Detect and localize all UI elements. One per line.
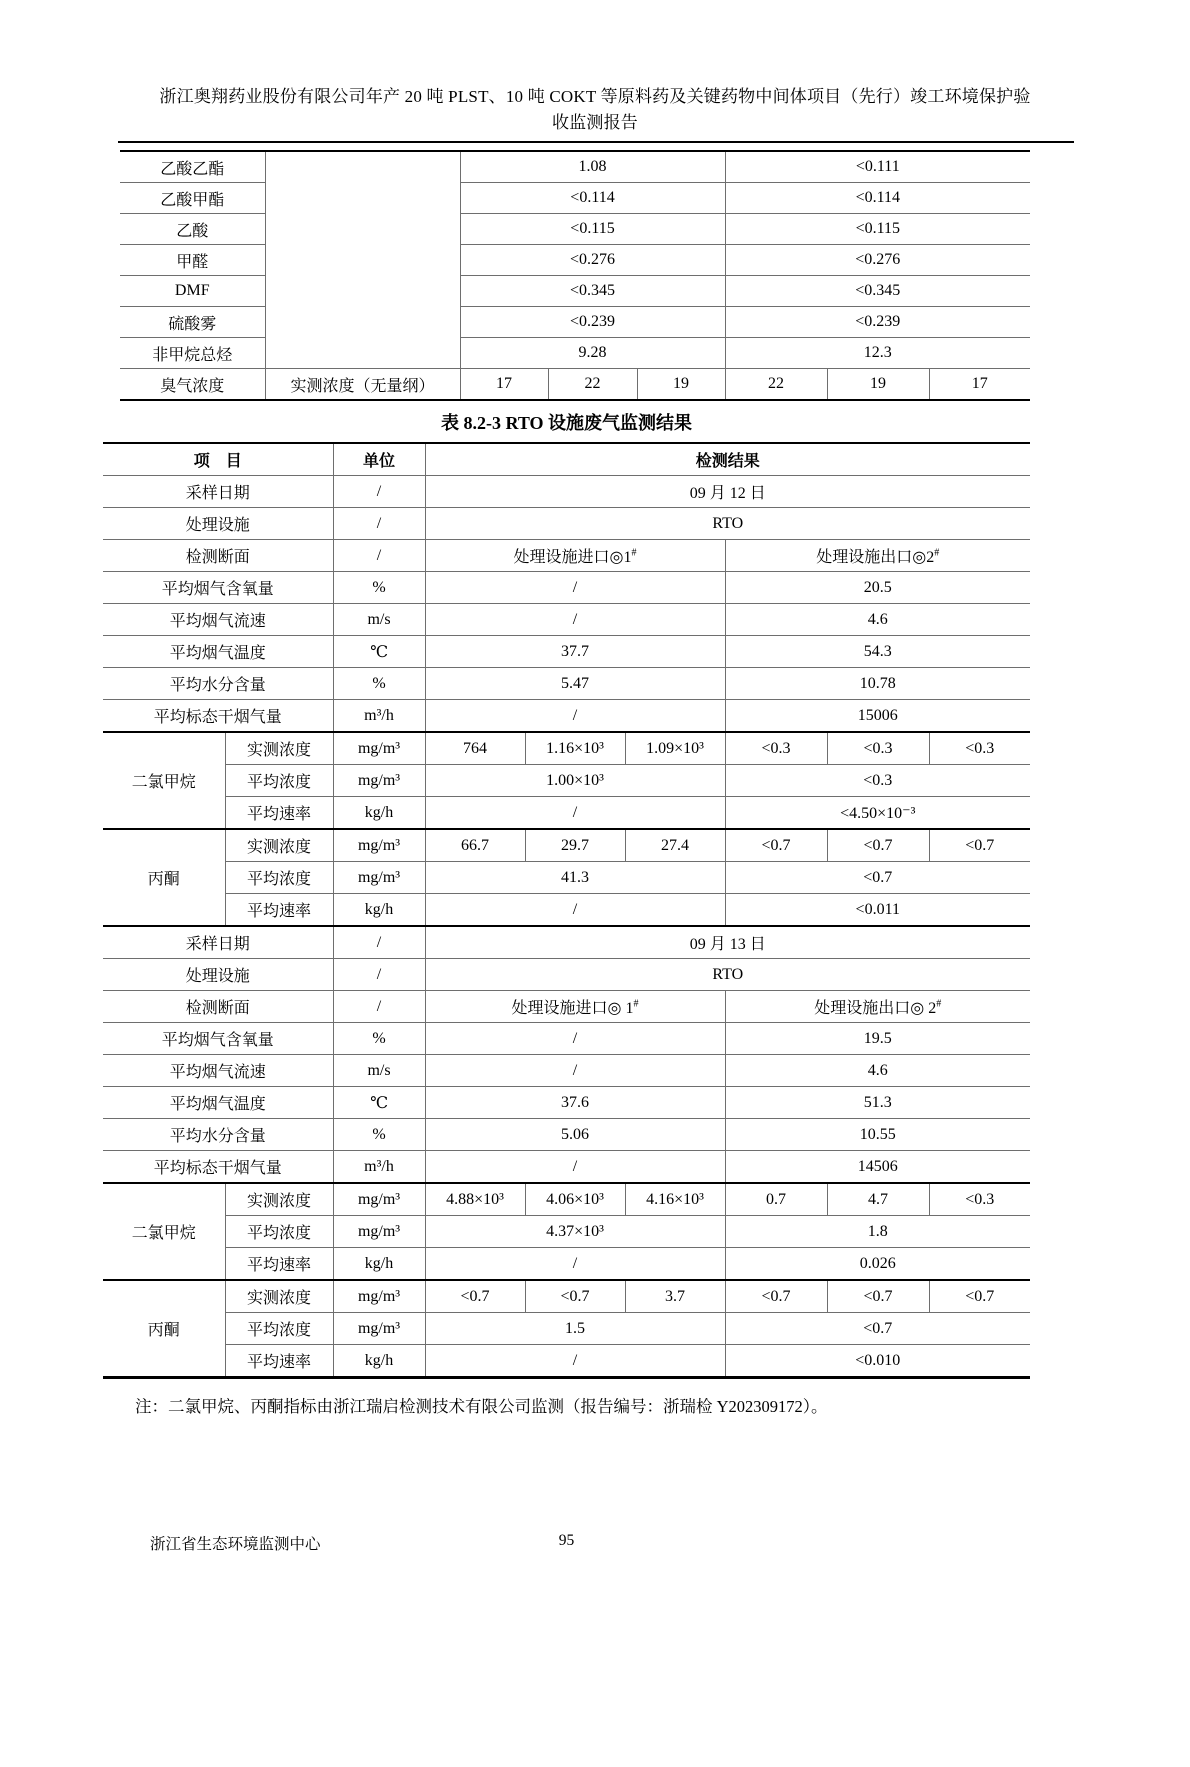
row-label: 采样日期 [103,476,333,508]
value-cell: 10.78 [725,668,1030,700]
value-cell: 4.6 [725,1055,1030,1087]
unit-cell: ℃ [333,1087,425,1119]
value-cell: 17 [929,369,1030,400]
table-row [103,1119,1030,1151]
hash-superscript: # [936,998,942,1010]
rto-monitoring-table [103,444,1030,1376]
row-label: 平均标态干烟气量 [103,1151,333,1184]
outlet-label: 处理设施出口◎ 2 [814,1000,937,1017]
header-line2: 收监测报告 [552,113,638,132]
value-cell: 1.00×10³ [425,765,725,797]
table-row [103,894,1030,927]
value-cell: <0.3 [929,732,1030,765]
unit-cell: m/s [333,604,425,636]
table-row [103,540,1030,572]
substance-name: 乙酸乙酯 [120,152,265,183]
value-cell: <0.115 [460,214,725,245]
table-row [103,1280,1030,1313]
table-row [103,765,1030,797]
unit-cell: / [333,959,425,991]
col-header-unit: 单位 [333,444,425,476]
substance-name: 乙酸甲酯 [120,183,265,214]
value-cell: <0.7 [425,1280,525,1313]
row-label: 平均烟气温度 [103,636,333,668]
header-line1: 浙江奥翔药业股份有限公司年产 20 吨 PLST、10 吨 COKT 等原料药及关键药物中间体项目（先行）竣工环境保护验 [159,87,1031,106]
document-header [115,84,1075,136]
unit-cell: ℃ [333,636,425,668]
value-cell: 3.7 [625,1280,725,1313]
row-label: 平均浓度 [225,765,333,797]
value-cell: / [425,1248,725,1281]
value-cell: 12.3 [725,338,1030,369]
unit-cell: mg/m³ [333,829,425,862]
row-label: 实测浓度 [225,1183,333,1216]
unit-cell: mg/m³ [333,1280,425,1313]
row-label: 检测断面 [103,991,333,1023]
value-cell: <0.7 [725,1280,827,1313]
table-row [120,183,1030,214]
footer-page-number: 95 [558,1532,575,1549]
table-row [103,1345,1030,1377]
value-cell: 1.08 [460,152,725,183]
row-label: 平均速率 [225,797,333,830]
table-row [103,508,1030,540]
table-row [103,732,1030,765]
unit-cell: / [333,508,425,540]
col-header-item: 项 目 [103,444,333,476]
unit-cell: % [333,1023,425,1055]
continued-table-wrap [120,150,1030,401]
value-cell: <0.7 [929,829,1030,862]
table-row [103,476,1030,508]
value-cell: / [425,1055,725,1087]
value-cell: / [425,572,725,604]
value-cell: 4.7 [827,1183,929,1216]
inlet-label: 处理设施进口◎1 [513,549,632,566]
value-cell: <0.345 [725,276,1030,307]
value-cell: 54.3 [725,636,1030,668]
unit-cell: % [333,572,425,604]
table-row [103,926,1030,959]
value-cell: 19 [827,369,929,400]
unit-cell: mg/m³ [333,1216,425,1248]
unit-cell: / [333,926,425,959]
value-cell: 4.88×10³ [425,1183,525,1216]
outlet-label: 处理设施出口◎2 [816,549,935,566]
table-title: 表 8.2-3 RTO 设施废气监测结果 [440,413,693,433]
hash-superscript: # [633,998,639,1010]
value-cell: 09 月 12 日 [425,476,1030,508]
row-label: 实测浓度 [225,732,333,765]
footer-organization: 浙江省生态环境监测中心 [150,1536,321,1553]
table-row [120,307,1030,338]
table-row [103,1313,1030,1345]
table-row [103,572,1030,604]
substance-name: DMF [120,276,265,307]
value-cell: 37.7 [425,636,725,668]
unit-cell: / [333,476,425,508]
value-cell: <0.345 [460,276,725,307]
outlet-cell [725,991,1030,1023]
value-cell: 4.16×10³ [625,1183,725,1216]
value-cell: 29.7 [525,829,625,862]
row-label: 平均烟气含氧量 [103,1023,333,1055]
header-rule [118,141,1074,143]
substance-name: 非甲烷总烃 [120,338,265,369]
row-label: 采样日期 [103,926,333,959]
unit-cell: mg/m³ [333,732,425,765]
value-cell: <0.7 [725,1313,1030,1345]
inlet-label: 处理设施进口◎ 1 [511,1000,634,1017]
row-label: 平均烟气温度 [103,1087,333,1119]
table-row [120,276,1030,307]
value-cell: 9.28 [460,338,725,369]
report-page [0,84,1190,1767]
value-cell: <0.114 [460,183,725,214]
row-label: 平均速率 [225,1345,333,1377]
row-label: 处理设施 [103,508,333,540]
value-cell: 5.47 [425,668,725,700]
value-cell: <0.7 [525,1280,625,1313]
merged-blank-cell [265,152,460,369]
substance-name: 臭气浓度 [120,369,265,400]
value-cell: 764 [425,732,525,765]
row-label: 检测断面 [103,540,333,572]
unit-cell: / [333,991,425,1023]
value-cell: / [425,1345,725,1377]
value-cell: <4.50×10⁻³ [725,797,1030,830]
substance-name: 硫酸雾 [120,307,265,338]
unit-cell: m/s [333,1055,425,1087]
value-cell: 41.3 [425,862,725,894]
value-cell: 4.06×10³ [525,1183,625,1216]
unit-cell: m³/h [333,1151,425,1184]
value-cell: 1.09×10³ [625,732,725,765]
table-row [103,1183,1030,1216]
substance-name: 二氯甲烷 [103,1183,225,1280]
value-cell: <0.7 [929,1280,1030,1313]
unit-cell: % [333,1119,425,1151]
substance-name: 乙酸 [120,214,265,245]
value-cell: 17 [460,369,548,400]
value-cell: <0.114 [725,183,1030,214]
table-row [103,991,1030,1023]
value-cell: 0.7 [725,1183,827,1216]
value-cell: 66.7 [425,829,525,862]
value-cell: <0.239 [725,307,1030,338]
value-cell: / [425,604,725,636]
table-row [103,700,1030,733]
row-label: 平均烟气流速 [103,604,333,636]
value-cell: <0.276 [725,245,1030,276]
header-row [103,444,1030,476]
value-cell: <0.111 [725,152,1030,183]
value-cell: 1.16×10³ [525,732,625,765]
odor-row [120,369,1030,400]
value-cell: 27.4 [625,829,725,862]
value-cell: <0.7 [725,862,1030,894]
value-cell: <0.276 [460,245,725,276]
row-label: 处理设施 [103,959,333,991]
table-row [103,1248,1030,1281]
value-cell: 10.55 [725,1119,1030,1151]
value-cell: <0.7 [827,1280,929,1313]
row-label: 平均水分含量 [103,1119,333,1151]
value-cell: RTO [425,508,1030,540]
value-cell: / [425,797,725,830]
table-row [103,668,1030,700]
value-cell: <0.3 [929,1183,1030,1216]
value-cell: / [425,1151,725,1184]
table-row [120,152,1030,183]
value-cell: 5.06 [425,1119,725,1151]
value-cell: <0.3 [827,732,929,765]
value-cell: / [425,894,725,927]
value-cell: 15006 [725,700,1030,733]
substance-name: 二氯甲烷 [103,732,225,829]
value-cell: <0.115 [725,214,1030,245]
table-row [103,862,1030,894]
unit-cell: % [333,668,425,700]
value-cell: 4.6 [725,604,1030,636]
row-label: 平均浓度 [225,862,333,894]
value-cell: 22 [548,369,637,400]
table-row [103,604,1030,636]
row-label: 平均速率 [225,894,333,927]
value-cell: 09 月 13 日 [425,926,1030,959]
unit-cell: kg/h [333,894,425,927]
table-row [103,1087,1030,1119]
value-cell: / [425,700,725,733]
value-cell: 19 [637,369,725,400]
value-cell: <0.3 [725,765,1030,797]
substance-name: 甲醛 [120,245,265,276]
value-cell: 1.5 [425,1313,725,1345]
row-label: 平均烟气含氧量 [103,572,333,604]
value-cell: 14506 [725,1151,1030,1184]
unit-cell: mg/m³ [333,862,425,894]
table-row [103,829,1030,862]
value-cell: <0.239 [460,307,725,338]
value-cell: 20.5 [725,572,1030,604]
table-row [103,636,1030,668]
value-cell: <0.7 [725,829,827,862]
unit-cell: kg/h [333,1248,425,1281]
unit-cell: kg/h [333,797,425,830]
table-row [103,797,1030,830]
table-row [103,1055,1030,1087]
row-label: 平均浓度 [225,1313,333,1345]
continued-emissions-table [120,152,1030,399]
col-header-result: 检测结果 [425,444,1030,476]
table-row [120,245,1030,276]
inlet-cell [425,991,725,1023]
table-row [103,1216,1030,1248]
unit-cell: mg/m³ [333,1183,425,1216]
outlet-cell [725,540,1030,572]
hash-superscript: # [631,547,637,559]
unit-cell: mg/m³ [333,1313,425,1345]
table-row [103,959,1030,991]
row-label: 平均速率 [225,1248,333,1281]
unit-cell: mg/m³ [333,765,425,797]
substance-name: 丙酮 [103,1280,225,1376]
unit-cell: m³/h [333,700,425,733]
row-label: 平均水分含量 [103,668,333,700]
value-cell: 19.5 [725,1023,1030,1055]
value-cell: <0.7 [827,829,929,862]
unit-cell: kg/h [333,1345,425,1377]
value-cell: 37.6 [425,1087,725,1119]
rto-table-wrap [103,442,1030,1379]
value-cell: 4.37×10³ [425,1216,725,1248]
inlet-cell [425,540,725,572]
hash-superscript: # [934,547,940,559]
table-row [120,338,1030,369]
row-label: 平均标态干烟气量 [103,700,333,733]
table-row [103,1023,1030,1055]
value-cell: 22 [725,369,827,400]
row-label: 平均烟气流速 [103,1055,333,1087]
value-cell: <0.3 [725,732,827,765]
table-row [120,214,1030,245]
value-cell: 0.026 [725,1248,1030,1281]
value-cell: / [425,1023,725,1055]
row-label: 实测浓度（无量纲） [265,369,460,400]
row-label: 实测浓度 [225,1280,333,1313]
unit-cell: / [333,540,425,572]
table-footnote: 注：二氯甲烷、丙酮指标由浙江瑞启检测技术有限公司监测（报告编号：浙瑞检 Y202309172）。 [135,1397,828,1416]
table-row [103,1151,1030,1184]
value-cell: RTO [425,959,1030,991]
value-cell: 51.3 [725,1087,1030,1119]
value-cell: <0.010 [725,1345,1030,1377]
value-cell: 1.8 [725,1216,1030,1248]
row-label: 平均浓度 [225,1216,333,1248]
row-label: 实测浓度 [225,829,333,862]
value-cell: <0.011 [725,894,1030,927]
substance-name: 丙酮 [103,829,225,926]
